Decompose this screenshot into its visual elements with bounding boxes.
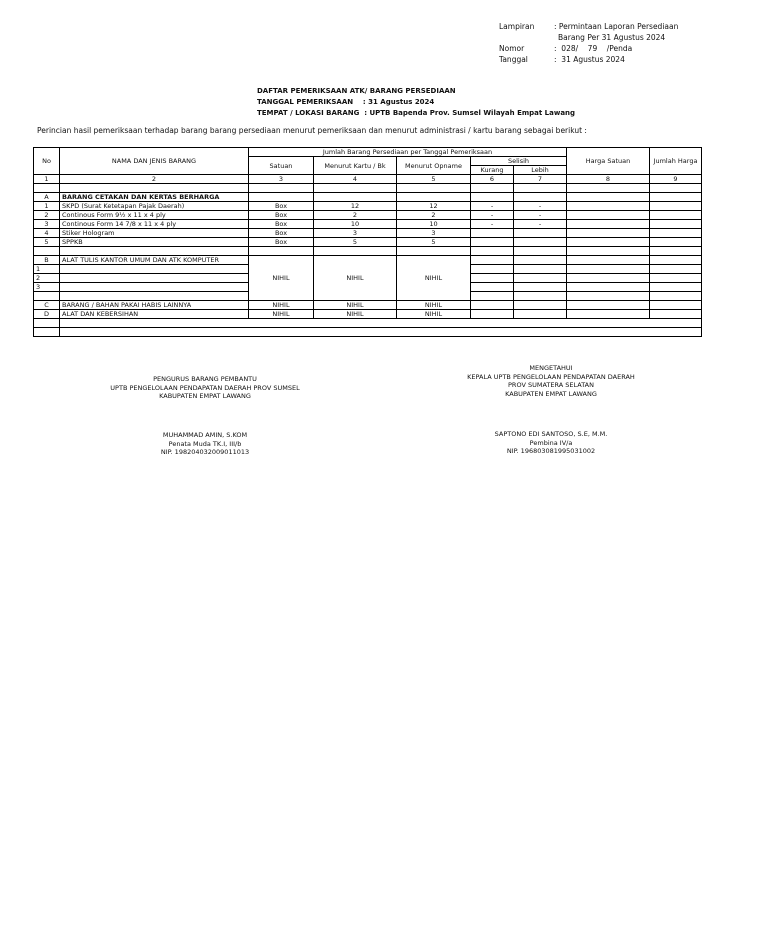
row-satuan: NIHIL [249,301,314,310]
table-row [34,229,702,238]
lampiran-label: Lampiran [499,22,535,31]
nihil-opname: NIHIL [397,256,471,301]
row-satuan: Box [249,211,314,220]
signer-region: KABUPATEN EMPAT LAWANG [159,392,251,400]
row-kartu: 5 [314,238,397,247]
nihil-kartu: NIHIL [314,256,397,301]
colnum: 1 [34,175,60,184]
row-lebih [514,229,567,238]
signer-role: KEPALA UPTB PENGELOLAAN PENDAPATAN DAERAH [467,372,635,381]
signature-right-name [440,430,662,456]
section-name: ALAT DAN KEBERSIHAN [60,310,249,319]
lokasi-label: TEMPAT / LOKASI BARANG [257,109,360,117]
intro-text: Perincian hasil pemeriksaan terhadap barang barang persediaan menurut pemeriksaan dan menurut administrasi / kartu barang sebagai berikut : [37,126,587,135]
row-satuan: Box [249,202,314,211]
table-row [34,202,702,211]
colnum: 2 [60,175,249,184]
row-opname: 12 [397,202,471,211]
row-kurang [471,229,514,238]
header-no: No [34,148,60,175]
section-no: A [34,193,60,202]
header-kurang: Kurang [471,166,514,175]
signer-nip: NIP. 198204032009011013 [160,448,250,456]
row-kartu: 2 [314,211,397,220]
signer-rank: Penata Muda TK.I, III/b [168,439,242,448]
column-number-row [34,175,702,184]
signer-note: MENGETAHUI [529,364,573,372]
row-opname: 3 [397,229,471,238]
row-kartu: NIHIL [314,310,397,319]
header-jumlah-harga: Jumlah Harga [650,148,702,175]
section-row-c [34,301,702,310]
header-row-1 [34,148,702,157]
colnum: 3 [249,175,314,184]
section-no: D [34,310,60,319]
colnum: 5 [397,175,471,184]
row-no: 5 [34,238,60,247]
section-name: BARANG / BAHAN PAKAI HABIS LAINNYA [60,301,249,310]
tanggal-value: : 31 Agustus 2024 [554,55,625,64]
signature-right [440,364,662,398]
inventory-table [33,147,702,337]
row-kurang: - [471,211,514,220]
spacer-row [34,328,702,337]
row-no: 3 [34,283,60,292]
header-harga-satuan: Harga Satuan [567,148,650,175]
colnum: 8 [567,175,650,184]
section-row-d [34,310,702,319]
row-name: Stiker Hologram [60,229,249,238]
spacer-row [34,184,702,193]
header-opname: Menurut Opname [397,157,471,175]
section-no: B [34,256,60,265]
row-no: 2 [34,211,60,220]
section-name: ALAT TULIS KANTOR UMUM DAN ATK KOMPUTER [60,256,249,265]
row-kartu: 12 [314,202,397,211]
signer-rank: Pembina IV/a [529,438,573,447]
colnum: 6 [471,175,514,184]
row-no: 1 [34,265,60,274]
section-name: BARANG CETAKAN DAN KERTAS BERHARGA [60,193,249,202]
colnum: 9 [650,175,702,184]
section-row-b [34,256,702,265]
row-no: 1 [34,202,60,211]
nomor-value: : 028/ 79 /Penda [554,44,633,53]
row-kartu: NIHIL [314,301,397,310]
row-name: Continous Form 9½ x 11 x 4 ply [60,211,249,220]
lampiran-value-2: Barang Per 31 Agustus 2024 [558,33,666,42]
row-kurang [471,238,514,247]
row-name: SPPKB [60,238,249,247]
row-kurang: - [471,220,514,229]
signer-role: PENGURUS BARANG PEMBANTU [153,375,257,383]
tanggal-pemeriksaan-label: TANGGAL PEMERIKSAAN [257,98,354,106]
section-no: C [34,301,60,310]
row-no: 3 [34,220,60,229]
spacer-row [34,319,702,328]
spacer-row [34,247,702,256]
table-row [34,211,702,220]
row-kurang: - [471,202,514,211]
row-opname: 2 [397,211,471,220]
section-row-a [34,193,702,202]
signer-name: MUHAMMAD AMIN, S.KOM [162,431,248,439]
header-selisih: Selisih [471,157,567,166]
row-opname: 10 [397,220,471,229]
row-name: Continous Form 14 7/8 x 11 x 4 ply [60,220,249,229]
lokasi-value: : UPTB Bapenda Prov. Sumsel Wilayah Empat Lawang [359,109,576,117]
tanggal-pemeriksaan-value: : 31 Agustus 2024 [353,98,435,106]
row-name: SKPD (Surat Ketetapan Pajak Daerah) [60,202,249,211]
nihil-satuan: NIHIL [249,256,314,301]
row-no: 2 [34,274,60,283]
signature-left-name [95,431,315,457]
row-lebih [514,238,567,247]
signer-nip: NIP. 196803081995031002 [506,447,596,455]
signer-office: UPTB PENGELOLAAN PENDAPATAN DAERAH PROV SUMSEL [110,383,300,392]
row-satuan: Box [249,238,314,247]
row-opname: NIHIL [397,310,471,319]
row-no: 4 [34,229,60,238]
lampiran-value: : Permintaan Laporan Persediaan [554,22,679,31]
document-title: DAFTAR PEMERIKSAAN ATK/ BARANG PERSEDIAAN [257,87,456,95]
header-lebih: Lebih [514,166,567,175]
row-satuan: NIHIL [249,310,314,319]
reference-block [499,21,678,65]
row-kartu: 10 [314,220,397,229]
row-lebih: - [514,202,567,211]
row-kartu: 3 [314,229,397,238]
header-satuan: Satuan [249,157,314,175]
signer-name: SAPTONO EDI SANTOSO, S.E, M.M. [494,430,608,438]
row-lebih: - [514,211,567,220]
row-satuan: Box [249,220,314,229]
nomor-label: Nomor [499,44,525,53]
header-nama: NAMA DAN JENIS BARANG [60,148,249,175]
document-title-block [257,86,575,119]
row-satuan: Box [249,229,314,238]
signature-left [95,375,315,401]
table-row [34,238,702,247]
header-jumlah-barang: Jumlah Barang Persediaan per Tanggal Pemeriksaan [249,148,567,157]
colnum: 4 [314,175,397,184]
table-row [34,220,702,229]
colnum: 7 [514,175,567,184]
row-opname: NIHIL [397,301,471,310]
row-opname: 5 [397,238,471,247]
header-kartu: Menurut Kartu / Bk [314,157,397,175]
row-lebih: - [514,220,567,229]
tanggal-label: Tanggal [499,55,528,64]
signer-region: KABUPATEN EMPAT LAWANG [505,389,597,398]
signer-office: PROV SUMATERA SELATAN [508,381,594,389]
